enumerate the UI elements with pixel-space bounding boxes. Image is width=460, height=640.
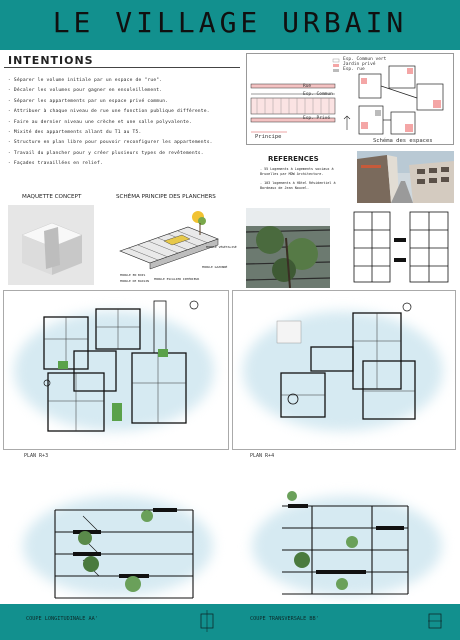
schema-box (246, 53, 454, 145)
schema-label-esp-commun: Esp. Commun (303, 92, 333, 97)
intention-item: - Structure en plan libre pour pouvoir reconfigurer les appartements. (8, 140, 213, 146)
references-text (260, 167, 350, 195)
plan-r3-caption: PLAN R+3 (24, 453, 49, 459)
section-bb-label: COUPE TRANSVERSALE BB' (250, 616, 319, 622)
schema-label-rue: Rue (303, 84, 312, 89)
plan-r4-caption: PLAN R+4 (250, 453, 275, 459)
annotation-gazonne: MODULE GAZONNÉ (202, 265, 228, 269)
intentions-list (8, 76, 244, 170)
page-title: LE VILLAGE URBAIN (52, 6, 408, 39)
section-bb-marker-icon (428, 610, 442, 632)
annotation-escalier: MODULE ESCALIER INTÉRIEUR (154, 277, 200, 281)
reference-photo-street (357, 151, 454, 203)
planchers-schema (110, 205, 238, 285)
footer-banner (0, 604, 460, 640)
annotation-vegetalise: MODULE VÉGÉTALISÉ (206, 245, 237, 249)
espaces-label: Schéma des espaces (373, 138, 433, 144)
reference-plan (348, 208, 454, 288)
intention-item: - Séparer les appartements par un espace privé commun. (8, 98, 169, 104)
legend-espace-commun: Esp. Commun vert (343, 57, 387, 62)
section-longitudinale-panel (3, 476, 229, 604)
principe-label: Principe (255, 134, 282, 140)
intentions-divider (4, 67, 240, 68)
references-title: REFERENCES (268, 155, 319, 163)
reference-photo-courtyard (246, 208, 330, 288)
intention-item: - Travail du plancher pour y créer plusieurs types de revêtements. (8, 150, 204, 156)
intentions-title: INTENTIONS (8, 54, 94, 67)
legend-jardin-prive: Jardin privé (343, 62, 376, 67)
reference-item: - 103 logements à Hôtel Résidentiel à Bordeaux de Jean Nouvel. (260, 181, 336, 190)
maquette-label: MAQUETTE CONCEPT (22, 194, 82, 200)
intention-item: - Façades travaillées en relief. (8, 161, 103, 167)
intention-item: - Décaler les volumes pour gagner en ensoleillement. (8, 88, 163, 94)
schema-label-esp-prive: Esp. Privé (303, 116, 331, 121)
annotation-bassin: MODULE DE BASSIN (120, 279, 149, 283)
plan-r4-panel (232, 290, 456, 450)
planchers-label: SCHÉMA PRINCIPE DES PLANCHERS (116, 194, 216, 200)
intention-item: - Faire au dernier niveau une crèche et une salle polyvalente. (8, 119, 192, 125)
section-aa-marker-icon (200, 610, 214, 632)
intention-item: - Mixité des appartements allant du T1 au T5. (8, 130, 142, 136)
plan-r3-panel (3, 290, 229, 450)
legend-espace-rue: Esp. rue (343, 67, 365, 72)
section-aa-label: COUPE LONGITUDINALE AA' (26, 616, 98, 622)
maquette-photo (8, 205, 94, 285)
reference-item: - 55 Logements à Logements sociaux à Bruxelles par MDW Architecture. (260, 167, 334, 176)
annotation-bois: MODULE EN BOIS (120, 273, 146, 277)
intention-item: - Attribuer à chaque niveau de rue une fonction publique différente. (8, 109, 210, 115)
intention-item: - Séparer le volume initiale par un espace de "rue". (8, 78, 163, 83)
header-banner (0, 0, 460, 50)
section-transversale-panel (232, 476, 456, 604)
